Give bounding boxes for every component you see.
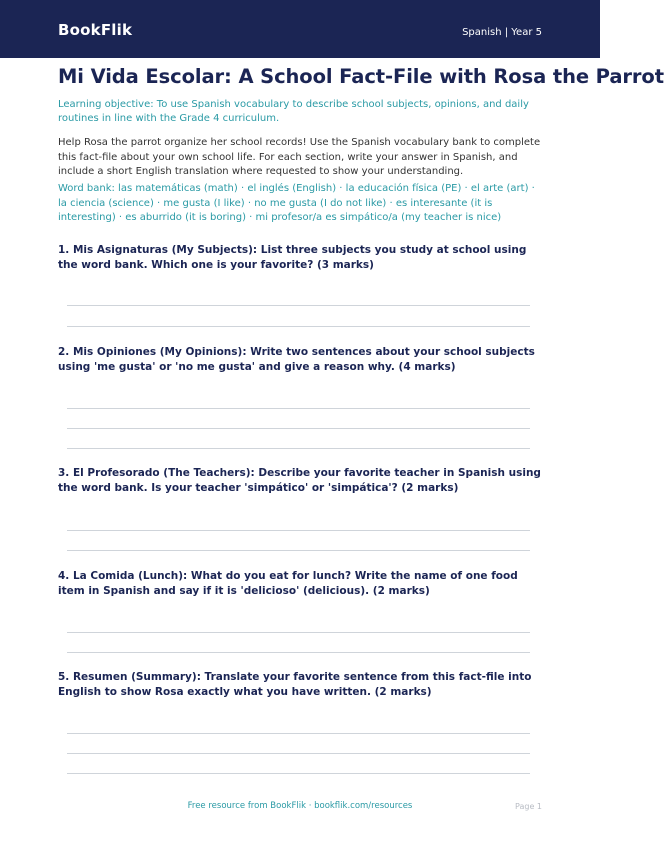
answer-line-q2-3[interactable] xyxy=(67,448,530,449)
question-3: 3. El Profesorado (The Teachers): Describe your favorite teacher in Spanish using the word bank. Is your teacher 'simpático' or 'simpática'? (2 marks) xyxy=(58,467,541,494)
answer-line-q4-2[interactable] xyxy=(67,652,530,653)
header-bar xyxy=(0,0,600,58)
answer-line-q5-3[interactable] xyxy=(67,773,530,774)
word-bank: Word bank: las matemáticas (math) · el inglés (English) · la educación física (PE) · el arte (art) · la ciencia (science) · me gusta (I like) · no me gusta (I do not like) · es interesante (it is interesting) · es aburrido (it is boring) · mi profesor/a es simpático/a (my teacher is nice) xyxy=(58,183,535,223)
learning-objective: Learning objective: To use Spanish vocabulary to describe school subjects, opinions, and daily routines in line with the Grade 4 curriculum. xyxy=(58,99,529,124)
question-5: 5. Resumen (Summary): Translate your favorite sentence from this fact-file into English to show Rosa exactly what you have written. (2 marks) xyxy=(58,671,532,698)
page-title: Mi Vida Escolar: A School Fact-File with Rosa the Parrot xyxy=(58,65,664,88)
subject-year-label: Spanish | Year 5 xyxy=(462,27,542,38)
brand-logo[interactable]: BookFlik xyxy=(58,21,133,39)
question-1: 1. Mis Asignaturas (My Subjects): List three subjects you study at school using the word bank. Which one is your favorite? (3 marks) xyxy=(58,244,527,271)
answer-line-q5-2[interactable] xyxy=(67,753,530,754)
answer-line-q3-1[interactable] xyxy=(67,530,530,531)
answer-line-q5-1[interactable] xyxy=(67,733,530,734)
answer-line-q3-2[interactable] xyxy=(67,550,530,551)
footer-resource-link[interactable]: Free resource from BookFlik · bookflik.com/resources xyxy=(187,801,413,811)
answer-line-q4-1[interactable] xyxy=(67,632,530,633)
page-number: Page 1 xyxy=(515,802,542,811)
question-2: 2. Mis Opiniones (My Opinions): Write two sentences about your school subjects using 'me gusta' or 'no me gusta' and give a reason why. (4 marks) xyxy=(58,346,535,373)
answer-line-q1-2[interactable] xyxy=(67,326,530,327)
intro-text: Help Rosa the parrot organize her school records! Use the Spanish vocabulary bank to complete this fact-file about your own school life. For each section, write your answer in Spanish, and include a short English translation where requested to show your understanding. xyxy=(58,137,541,177)
answer-line-q1-1[interactable] xyxy=(67,305,530,306)
answer-line-q2-1[interactable] xyxy=(67,408,530,409)
question-4: 4. La Comida (Lunch): What do you eat for lunch? Write the name of one food item in Spanish and say if it is 'delicioso' (delicious). (2 marks) xyxy=(58,570,518,597)
answer-line-q2-2[interactable] xyxy=(67,428,530,429)
